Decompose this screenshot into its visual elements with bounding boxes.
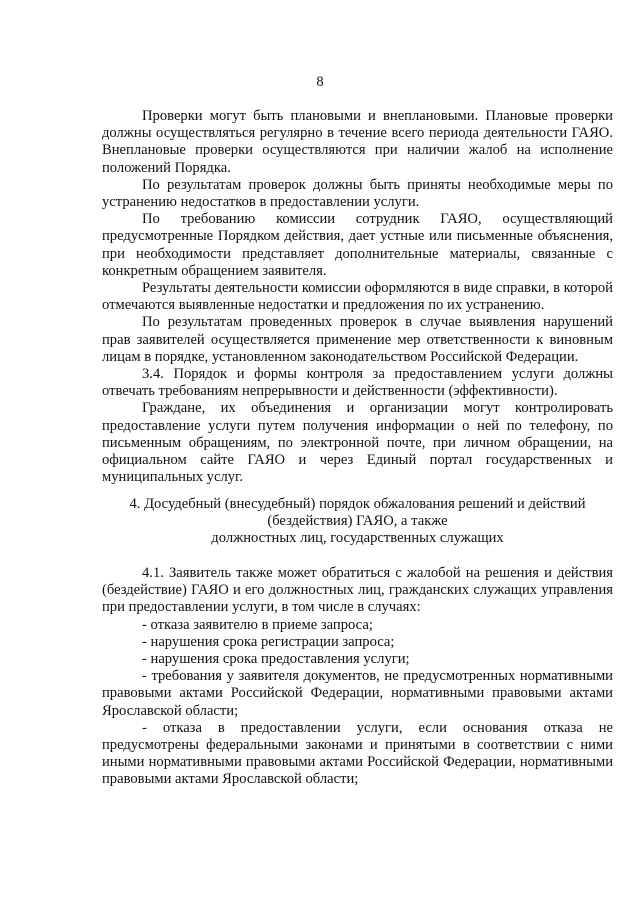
paragraph: 4.1. Заявитель также может обратиться с жалобой на решения и действия (бездействие) ГАЯО и его должностных лиц, гражданских служащих управления при предоставлении услуги, в том числе в случаях: [102, 565, 613, 616]
list-item: - нарушения срока предоставления услуги; [142, 651, 410, 668]
list-item: - нарушения срока регистрации запроса; [142, 633, 395, 650]
paragraph: По результатам проверок должны быть приняты необходимые меры по устранению недостатков в предоставлении услуги. [102, 176, 613, 211]
section-heading-line: 4. Досудебный (внесудебный) порядок обжалования решений и действий [129, 496, 586, 512]
paragraph: Проверки могут быть плановыми и внеплановыми. Плановые проверки должны осуществляться регулярно в течение всего периода деятельности ГАЯО. Внеплановые проверки осуществляются при наличии жалоб на исполнение положений Порядка. [102, 108, 613, 176]
section-heading-line: (бездействия) ГАЯО, а также [267, 513, 448, 530]
paragraph: Результаты деятельности комиссии оформляются в виде справки, в которой отмечаются выявленные недостатки и предложения по их устранению. [102, 280, 613, 314]
list-item: - отказа в предоставлении услуги, если основания отказа не предусмотрены федеральными законами и принятыми в соответствии с ними иными нормативными правовыми актами Российской Федерации, нормативными правовыми актами Ярославской области; [102, 719, 613, 788]
list-item: - требования у заявителя документов, не предусмотренных нормативными правовыми актами Российской Федерации, нормативными правовыми актами Ярославской области; [102, 668, 613, 719]
list-item: - отказа заявителю в приеме запроса; [142, 616, 373, 633]
section-heading [102, 496, 613, 548]
body-text-top [102, 108, 613, 486]
paragraph: По требованию комиссии сотрудник ГАЯО, осуществляющий предусмотренные Порядком действия, дает устные или письменные объяснения, при необходимости представляет дополнительные материалы, связанные с конкретным обращением заявителя. [102, 211, 613, 279]
section-heading-line: должностных лиц, государственных служащих [211, 530, 504, 547]
paragraph: Граждане, их объединения и организации могут контролировать предоставление услуги путем получения информации о ней по телефону, по письменным обращениям, по электронной почте, при личном обращении, на официальном сайте ГАЯО и через Единый портал государственных и муниципальных услуг. [102, 400, 613, 486]
paragraph: 3.4. Порядок и формы контроля за предоставлением услуги должны отвечать требованиям непрерывности и действенности (эффективности). [102, 366, 613, 400]
paragraph: По результатам проведенных проверок в случае выявления нарушений прав заявителей осуществляется применение мер ответственности к виновным лицам в порядке, установленном законодательством Российской Федерации. [102, 314, 613, 365]
body-text-bottom [102, 565, 613, 789]
page-number: 8 [316, 74, 324, 90]
